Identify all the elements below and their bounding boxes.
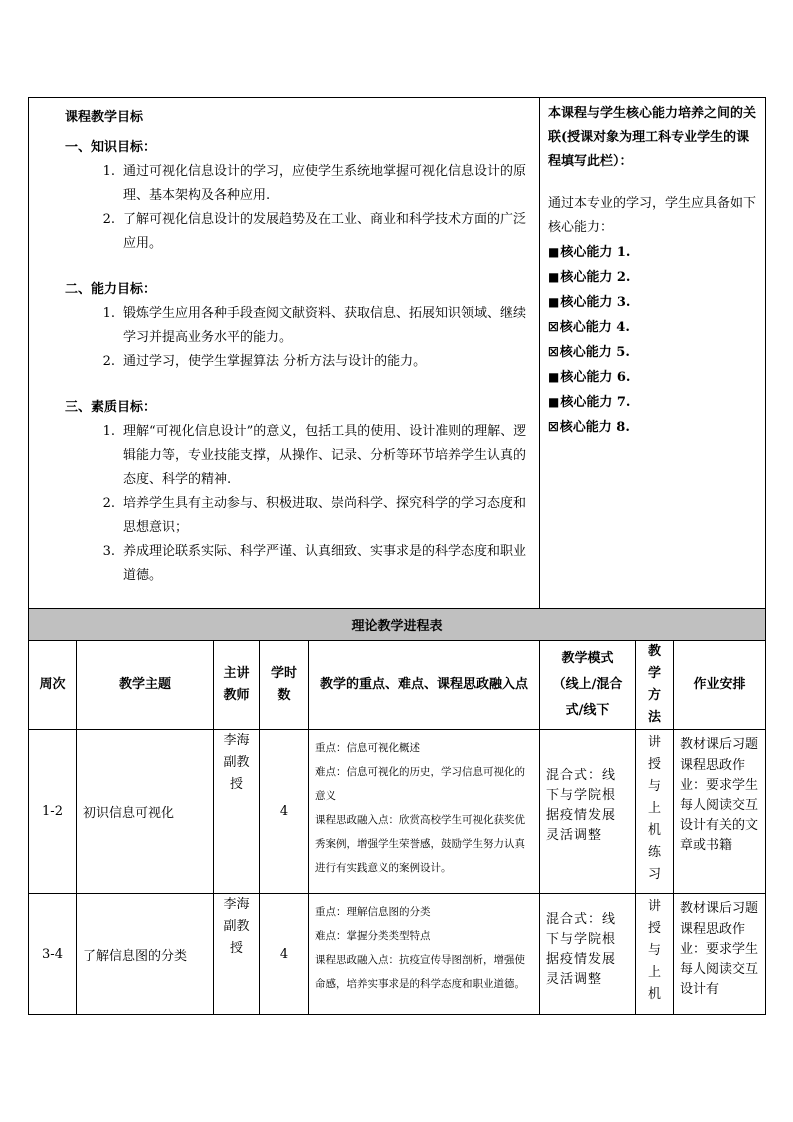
list-item: 1. 通过可视化信息设计的学习，应使学生系统地掌握可视化信息设计的原理、基本架构及各种应用.	[102, 164, 527, 203]
table-row	[29, 894, 766, 1015]
core-ability-item: ☒核心能力 5.	[548, 345, 630, 360]
table-row	[29, 730, 766, 894]
header-mode: 教学模式（线上/混合式/线下	[540, 641, 636, 730]
knowledge-list	[89, 160, 531, 256]
row-homework: 教材课后习题 课程思政作业：要求学生每人阅读交互设计有关的文章或书籍	[674, 730, 766, 894]
header-week: 周次	[29, 641, 77, 730]
row-week: 3-4	[29, 894, 77, 1015]
row-homework: 教材课后习题 课程思政作业：要求学生每人阅读交互设计有	[674, 894, 766, 1015]
row-hours: 4	[260, 894, 309, 1015]
header-homework: 作业安排	[674, 641, 766, 730]
row-method: 讲授与上机练习	[636, 730, 674, 894]
schedule-title: 理论教学进程表	[29, 609, 766, 641]
row-topic: 初识信息可视化	[77, 730, 214, 894]
row-week: 1-2	[29, 730, 77, 894]
row-method: 讲授与上机	[636, 894, 674, 1015]
header-focus: 教学的重点、难点、课程思政融入点	[309, 641, 540, 730]
list-item: 1. 理解“可视化信息设计”的意义，包括工具的使用、设计准则的理解、逻辑能力等，专业技能支撑，从操作、记录、分析等环节培养学生认真的态度、科学的精神.	[102, 424, 527, 487]
quality-list	[89, 420, 531, 588]
goals-title: 课程教学目标	[65, 110, 144, 125]
core-heading: 本课程与学生核心能力培养之间的关联(授课对象为理工科专业学生的课程填写此栏）：	[548, 106, 757, 169]
ability-list	[81, 302, 531, 374]
core-ability-item: ☒核心能力 4.	[548, 320, 630, 335]
core-ability-item: ■核心能力 2.	[548, 270, 631, 285]
header-teacher: 主讲教师	[214, 641, 260, 730]
row-focus: 重点：理解信息图的分类 难点：掌握分类类型特点 课程思政融入点：抗疫宣传导图剖析，增强使命感，培养实事求是的科学态度和职业道德。	[309, 894, 540, 1015]
syllabus-table	[28, 97, 766, 1015]
list-item: 2. 了解可视化信息设计的发展趋势及在工业、商业和科学技术方面的广泛应用。	[102, 212, 527, 251]
list-item: 3. 养成理论联系实际、科学严谨、认真细致、实事求是的科学态度和职业道德。	[102, 544, 527, 583]
core-ability-item: ■核心能力 1.	[548, 245, 631, 260]
row-mode: 混合式：线下与学院根据疫情发展灵活调整	[540, 730, 636, 894]
knowledge-heading: 一、知识目标：	[65, 140, 157, 155]
list-item: 2. 培养学生具有主动参与、积极进取、崇尚科学、探究科学的学习态度和思想意识；	[102, 496, 527, 535]
core-ability-item: ☒核心能力 8.	[548, 420, 630, 435]
header-topic: 教学主题	[77, 641, 214, 730]
goals-row	[29, 98, 766, 609]
row-mode: 混合式：线下与学院根据疫情发展灵活调整	[540, 894, 636, 1015]
list-item: 2. 通过学习，使学生掌握算法 分析方法与设计的能力。	[102, 354, 427, 369]
header-method: 教学方法	[636, 641, 674, 730]
core-ability-item: ■核心能力 6.	[548, 370, 631, 385]
core-intro: 通过本专业的学习，学生应具备如下核心能力：	[548, 196, 757, 235]
row-teacher: 李海副教授	[214, 894, 260, 1015]
core-ability-item: ■核心能力 7.	[548, 395, 631, 410]
row-focus: 重点：信息可视化概述 难点：信息可视化的历史，学习信息可视化的意义 课程思政融入点：欣赏高校学生可视化获奖优秀案例，增强学生荣誉感，鼓励学生努力认真进行有实践意义的案例设计。	[309, 730, 540, 894]
header-hours: 学时数	[260, 641, 309, 730]
goals-cell	[29, 98, 540, 609]
core-ability-item: ■核心能力 3.	[548, 295, 631, 310]
row-teacher: 李海副教授	[214, 730, 260, 894]
quality-heading: 三、素质目标：	[65, 400, 157, 415]
list-item: 1. 锻炼学生应用各种手段查阅文献资料、获取信息、拓展知识领域、继续学习并提高业务水平的能力。	[102, 306, 527, 345]
ability-heading: 二、能力目标：	[65, 282, 157, 297]
row-topic: 了解信息图的分类	[77, 894, 214, 1015]
schedule-banner-row	[29, 609, 766, 641]
row-hours: 4	[260, 730, 309, 894]
table-header-row	[29, 641, 766, 730]
core-abilities-cell	[540, 98, 766, 609]
